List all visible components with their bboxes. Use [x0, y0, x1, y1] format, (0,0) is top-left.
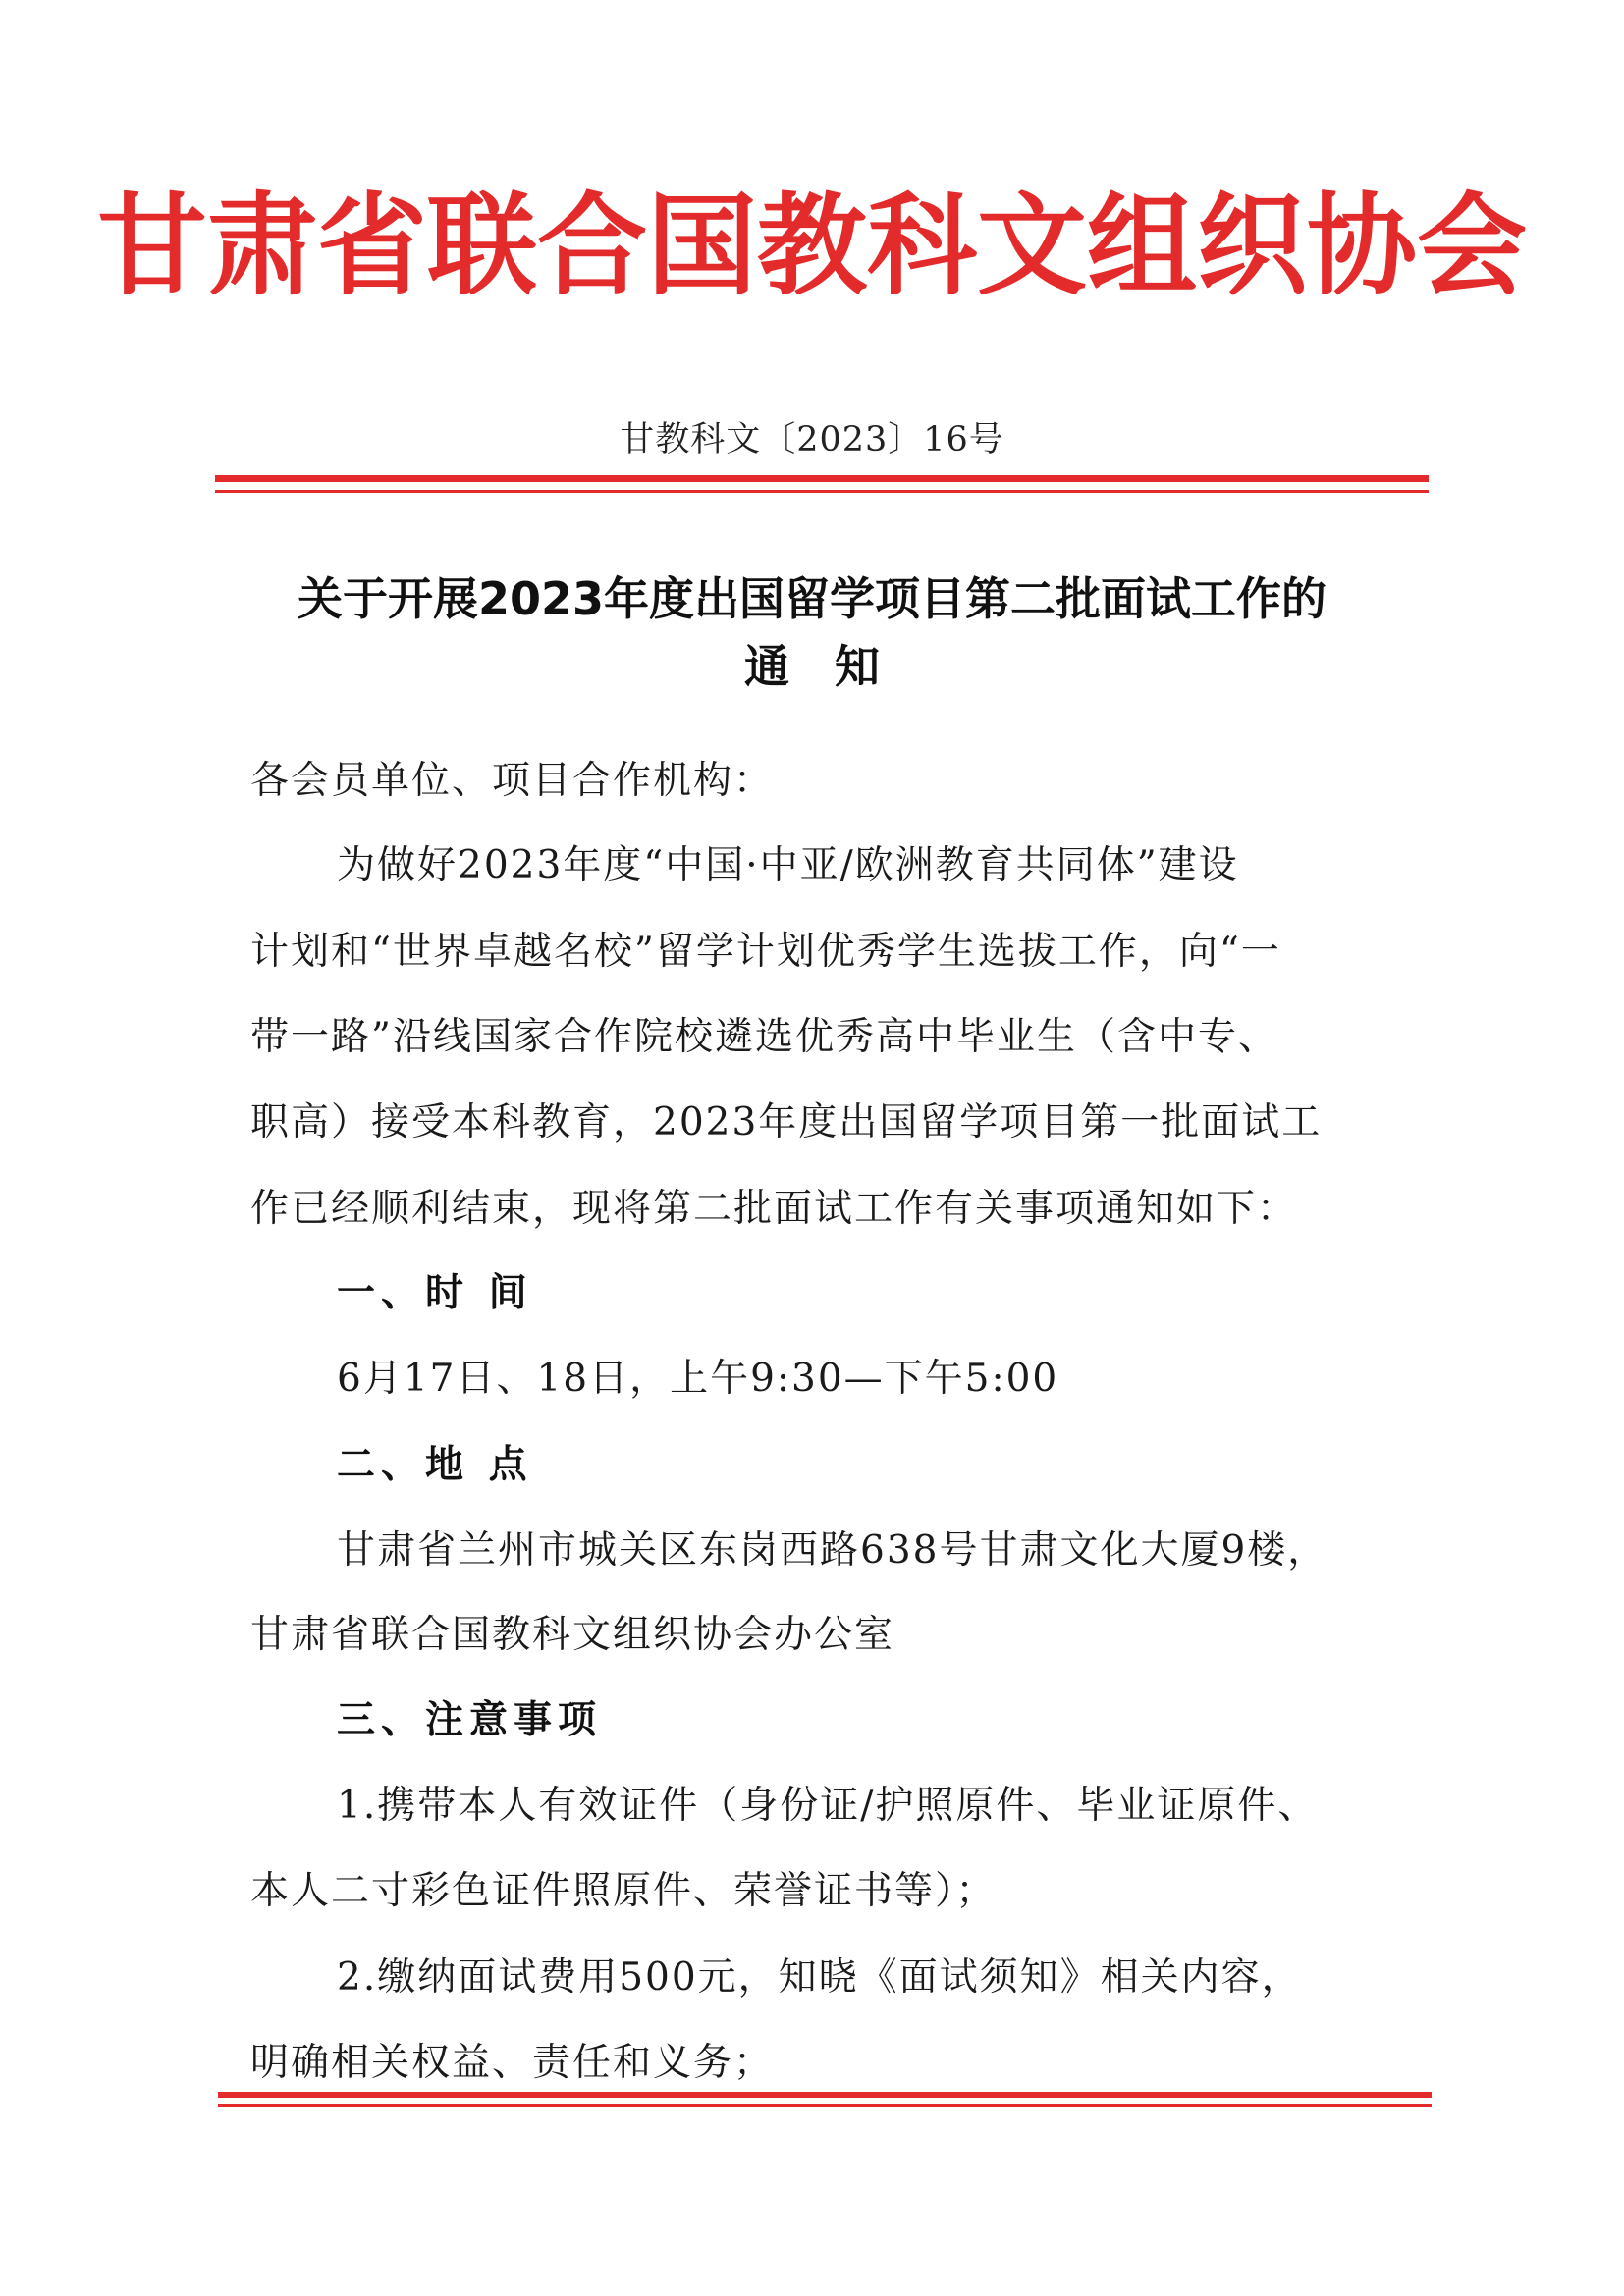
header-rule-thick: [215, 475, 1429, 482]
section-location-text: 甘肃省兰州市城关区东岗西路638号甘肃文化大厦9楼，: [337, 1528, 1328, 1573]
notice-title-line1: 关于开展2023年度出国留学项目第二批面试工作的: [297, 572, 1327, 625]
section-heading-notes: 三、注意事项: [337, 1698, 603, 1742]
document-number: 甘教科文〔2023〕16号: [620, 420, 1004, 459]
footer-rule-thin: [218, 2104, 1432, 2107]
section-time-text: 6月17日、18日，上午9:30—下午5:00: [337, 1357, 1059, 1401]
footer-rule-thick: [218, 2092, 1432, 2098]
intro-line: 职高）接受本科教育，2023年度出国留学项目第一批面试工: [250, 1100, 1323, 1145]
section-heading-location: 二、地 点: [337, 1443, 533, 1487]
section-location-text: 甘肃省联合国教科文组织协会办公室: [250, 1613, 895, 1657]
intro-line: 为做好2023年度“中国·中亚/欧洲教育共同体”建设: [337, 843, 1239, 887]
section-notes-text: 明确相关权益、责任和义务；: [250, 2041, 775, 2085]
section-notes-text: 2.缴纳面试费用500元，知晓《面试须知》相关内容，: [337, 1955, 1302, 2000]
organization-masthead: 甘肃省联合国教科文组织协会: [97, 183, 1527, 310]
intro-line: 计划和“世界卓越名校”留学计划优秀学生选拔工作，向“一: [250, 930, 1281, 974]
salutation: 各会员单位、项目合作机构：: [250, 759, 775, 803]
notice-title-line2: 通 知: [744, 640, 880, 693]
section-heading-time: 一、时 间: [337, 1271, 533, 1315]
section-notes-text: 1.携带本人有效证件（身份证/护照原件、毕业证原件、: [337, 1784, 1319, 1828]
section-notes-text: 本人二寸彩色证件照原件、荣誉证书等）；: [250, 1869, 997, 1913]
header-rule-thin: [215, 490, 1429, 493]
intro-line: 作已经顺利结束，现将第二批面试工作有关事项通知如下：: [250, 1187, 1298, 1231]
intro-line: 带一路”沿线国家合作院校遴选优秀高中毕业生（含中专、: [250, 1015, 1278, 1059]
